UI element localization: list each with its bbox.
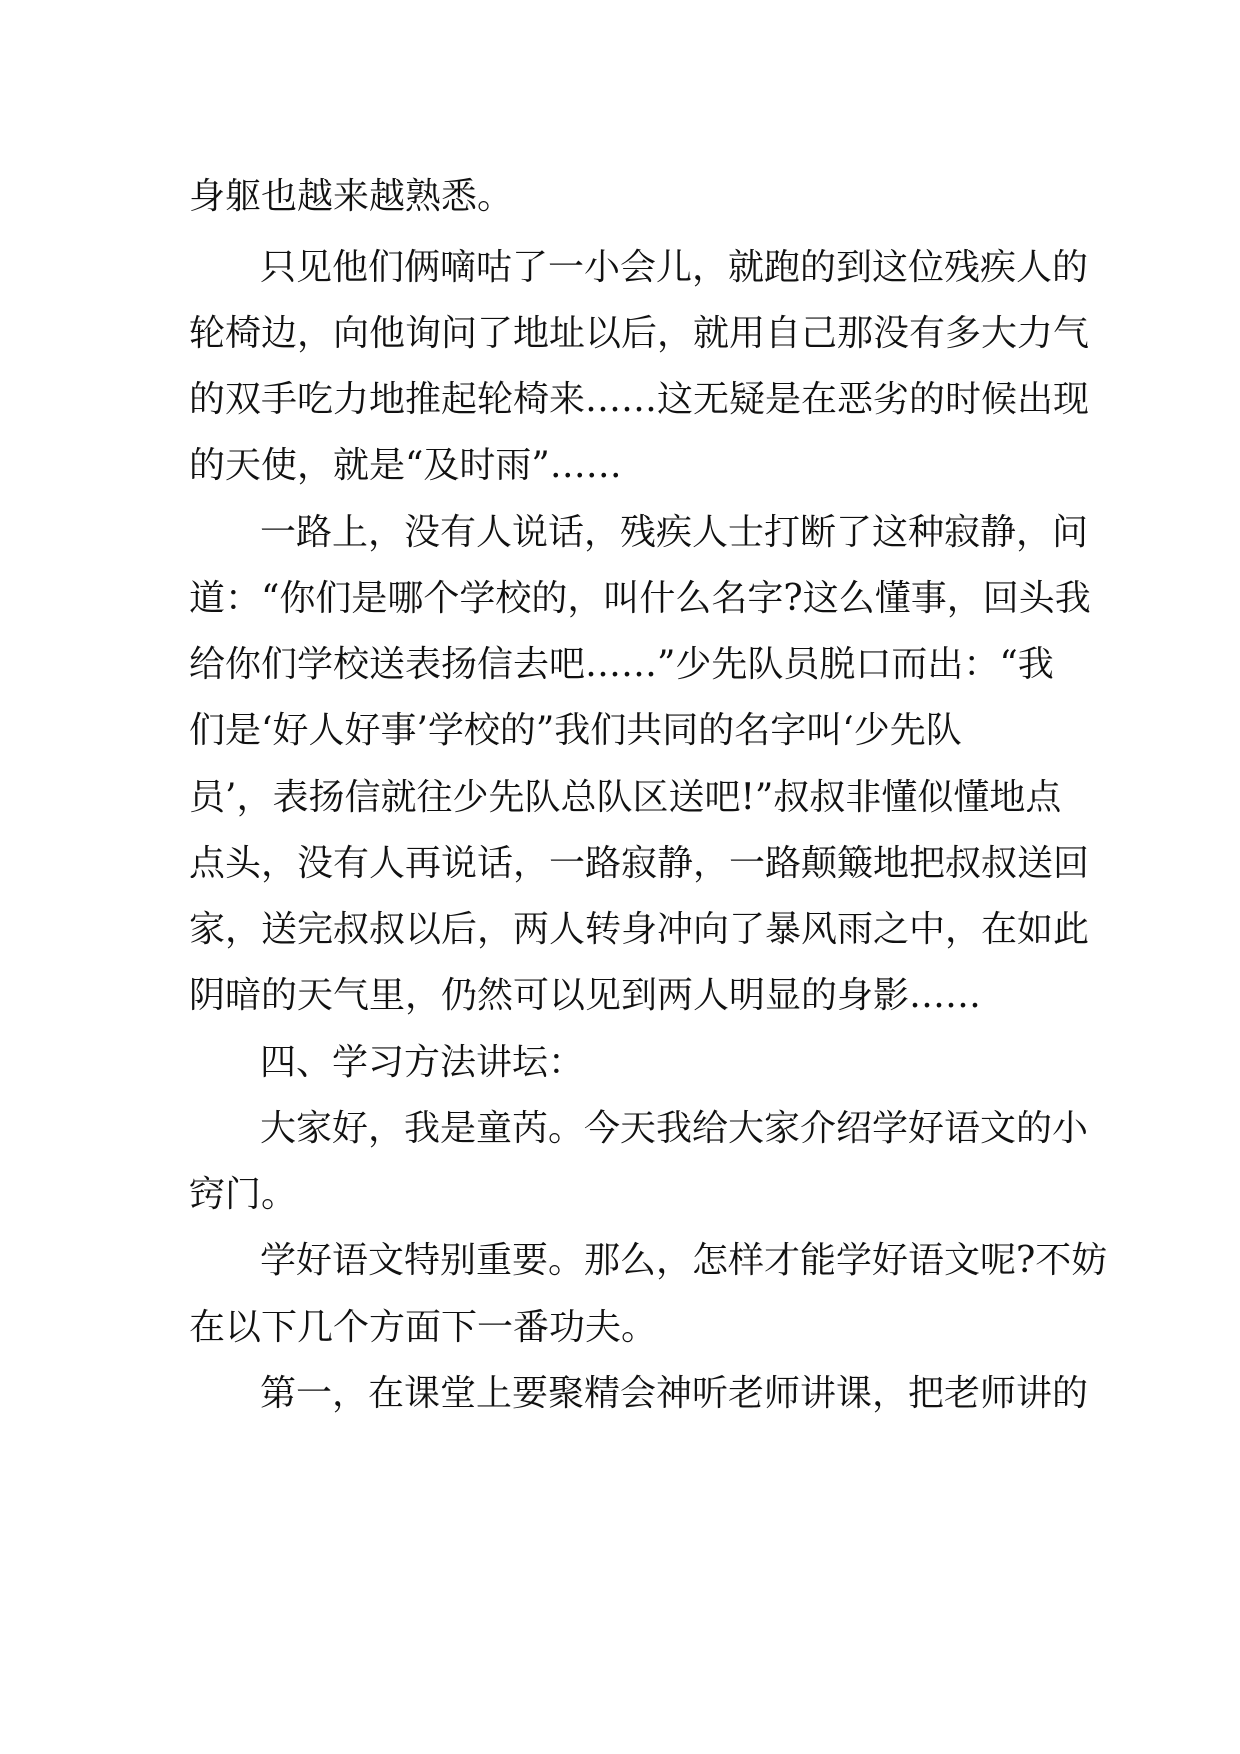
- text-line-7: 道：“你们是哪个学校的，叫什么名字?这么懂事，回头我: [189, 578, 1091, 619]
- text-line-5: 的天使，就是“及时雨”……: [189, 445, 622, 486]
- paragraph-line-15: 大家好，我是童芮。今天我给大家介绍学好语文的小: [260, 1108, 1089, 1149]
- text-line-8: 给你们学校送表扬信去吧……”少先队员脱口而出：“我: [189, 644, 1054, 685]
- text-line-4: 的双手吃力地推起轮椅来……这无疑是在恶劣的时候出现: [189, 379, 1090, 420]
- paragraph-line-19: 第一，在课堂上要聚精会神听老师讲课，把老师讲的: [260, 1373, 1089, 1414]
- text-line-12: 家，送完叔叔以后，两人转身冲向了暴风雨之中，在如此: [189, 909, 1090, 950]
- section-heading: 四、学习方法讲坛：: [260, 1042, 585, 1083]
- paragraph-line-2: 只见他们俩嘀咕了一小会儿，就跑的到这位残疾人的: [260, 247, 1089, 288]
- text-line-10: 员’，表扬信就往少先队总队区送吧!”叔叔非懂似懂地点: [189, 777, 1062, 818]
- text-line-3: 轮椅边，向他询问了地址以后，就用自己那没有多大力气: [189, 313, 1090, 354]
- text-line-1: 身躯也越来越熟悉。: [189, 176, 514, 217]
- text-line-18: 在以下几个方面下一番功夫。: [189, 1307, 658, 1348]
- text-line-9: 们是‘好人好事’学校的”我们共同的名字叫‘少先队: [189, 710, 962, 751]
- text-line-16: 窍门。: [189, 1174, 298, 1215]
- text-line-13: 阴暗的天气里，仍然可以见到两人明显的身影……: [189, 975, 982, 1016]
- paragraph-line-17: 学好语文特别重要。那么，怎样才能学好语文呢?不妨: [260, 1240, 1108, 1281]
- paragraph-line-6: 一路上，没有人说话，残疾人士打断了这种寂静，问: [260, 512, 1089, 553]
- text-line-11: 点头，没有人再说话，一路寂静，一路颠簸地把叔叔送回: [189, 843, 1090, 884]
